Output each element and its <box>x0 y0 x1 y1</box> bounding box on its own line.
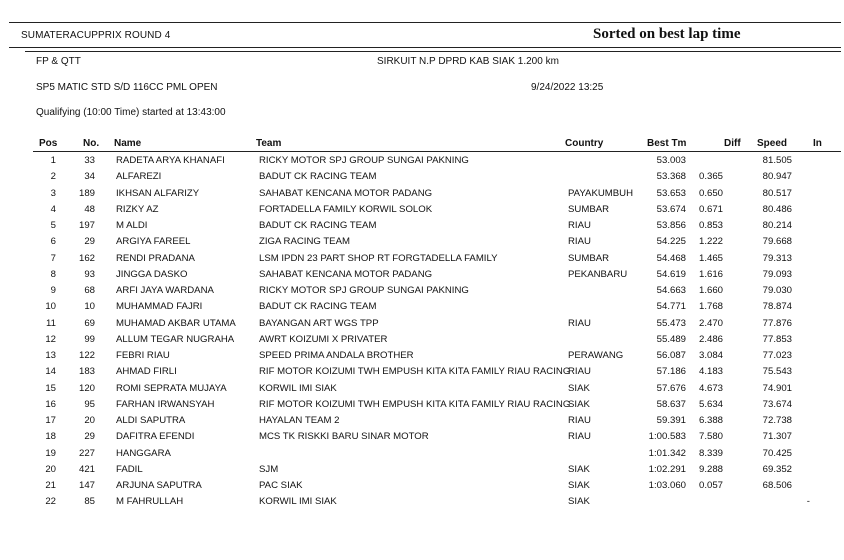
cell-speed: 79.668 <box>762 236 792 248</box>
cell-pos: 5 <box>50 220 56 231</box>
cell-diff: 1.222 <box>698 236 723 248</box>
cell-no: 34 <box>84 171 95 183</box>
cell-name: ARGIYA FAREEL <box>116 236 191 248</box>
cell-country: RIAU <box>568 236 591 248</box>
cell-diff: 7.580 <box>698 431 723 443</box>
cell-diff: 1.465 <box>698 252 723 264</box>
table-row <box>0 364 844 380</box>
cell-best: 1:02.291 <box>648 463 686 475</box>
cell-team: RIF MOTOR KOIZUMI TWH EMPUSH KITA KITA FAMILY RIAU RACING <box>259 366 571 378</box>
event-title: SUMATERACUPPRIX ROUND 4 <box>21 30 171 41</box>
cell-speed: 77.023 <box>762 350 792 361</box>
cell-name: ROMI SEPRATA MUJAYA <box>116 382 227 394</box>
table-row <box>0 348 844 364</box>
cell-best: 53.856 <box>656 220 686 231</box>
cell-speed: 80.486 <box>762 203 792 215</box>
cell-name: AHMAD FIRLI <box>116 366 177 378</box>
cell-best: 57.186 <box>656 366 686 378</box>
cell-team: ZIGA RACING TEAM <box>259 236 350 248</box>
cell-no: 68 <box>84 285 95 296</box>
class-name: SP5 MATIC STD S/D 116CC PML OPEN <box>36 82 218 93</box>
cell-name: FEBRI RIAU <box>116 350 170 361</box>
cell-country: SIAK <box>568 382 590 394</box>
title-bar <box>9 22 841 48</box>
cell-name: FADIL <box>116 463 143 475</box>
cell-country: RIAU <box>568 415 591 426</box>
cell-best: 58.637 <box>656 398 686 410</box>
cell-diff: 6.388 <box>698 415 723 426</box>
cell-country: RIAU <box>568 366 591 378</box>
cell-best: 56.087 <box>656 350 686 361</box>
cell-pos: 12 <box>45 333 56 345</box>
cell-diff: 0.365 <box>698 171 723 183</box>
cell-no: 48 <box>84 203 95 215</box>
cell-team: BAYANGAN ART WGS TPP <box>259 317 379 329</box>
cell-name: ARJUNA SAPUTRA <box>116 480 202 491</box>
cell-country: PAYAKUMBUH <box>568 187 634 199</box>
cell-name: ARFI JAYA WARDANA <box>116 285 214 296</box>
circuit-info: SIRKUIT N.P DPRD KAB SIAK 1.200 km <box>377 56 559 67</box>
cell-team: AWRT KOIZUMI X PRIVATER <box>259 333 388 345</box>
session-divider <box>25 51 841 53</box>
cell-no: 147 <box>78 480 95 491</box>
session-datetime: 9/24/2022 13:25 <box>531 82 604 93</box>
cell-team: PAC SIAK <box>259 480 303 491</box>
cell-team: SPEED PRIMA ANDALA BROTHER <box>259 350 414 361</box>
cell-team: RICKY MOTOR SPJ GROUP SUNGAI PAKNING <box>259 285 469 296</box>
cell-best: 54.468 <box>656 252 686 264</box>
cell-no: 162 <box>78 252 95 264</box>
cell-team: KORWIL IMI SIAK <box>259 382 337 394</box>
cell-speed: 75.543 <box>762 366 792 378</box>
cell-no: 29 <box>84 431 95 443</box>
cell-diff: 2.470 <box>698 317 723 329</box>
cell-best: 54.225 <box>656 236 686 248</box>
table-row <box>0 316 844 332</box>
cell-best: 53.653 <box>656 187 686 199</box>
cell-diff: 0.650 <box>698 187 723 199</box>
session-start: Qualifying (10:00 Time) started at 13:43:00 <box>36 107 226 118</box>
cell-pos: 18 <box>45 431 56 443</box>
cell-speed: 77.853 <box>762 333 792 345</box>
cell-team: KORWIL IMI SIAK <box>259 496 337 508</box>
table-row <box>0 186 844 202</box>
table-row <box>0 397 844 413</box>
cell-no: 183 <box>78 366 95 378</box>
table-row <box>0 299 844 315</box>
table-row <box>0 381 844 397</box>
cell-pos: 3 <box>50 187 56 199</box>
cell-best: 55.489 <box>656 333 686 345</box>
cell-no: 69 <box>84 317 95 329</box>
header-divider <box>33 151 841 152</box>
cell-country: PERAWANG <box>568 350 624 361</box>
cell-country: SIAK <box>568 496 590 508</box>
cell-name: HANGGARA <box>116 447 171 459</box>
cell-diff: 4.183 <box>698 366 723 378</box>
cell-best: 59.391 <box>656 415 686 426</box>
cell-no: 227 <box>78 447 95 459</box>
cell-best: 1:03.060 <box>648 480 686 491</box>
cell-pos: 2 <box>50 171 56 183</box>
cell-pos: 6 <box>50 236 56 248</box>
col-speed-header: Speed <box>757 138 788 149</box>
cell-pos: 1 <box>50 155 56 166</box>
table-row <box>0 478 844 494</box>
table-row <box>0 446 844 462</box>
table-row <box>0 153 844 169</box>
cell-no: 20 <box>84 415 95 426</box>
cell-name: MUHAMMAD FAJRI <box>116 301 203 313</box>
cell-best: 1:00.583 <box>648 431 686 443</box>
col-no-header: No. <box>83 138 100 149</box>
cell-diff: 8.339 <box>698 447 723 459</box>
cell-country: SUMBAR <box>568 203 610 215</box>
cell-team: BADUT CK RACING TEAM <box>259 301 377 313</box>
table-row <box>0 494 844 510</box>
cell-speed: 80.947 <box>762 171 792 183</box>
cell-diff: 0.853 <box>698 220 723 231</box>
session-name: FP & QTT <box>36 56 81 67</box>
cell-team: RICKY MOTOR SPJ GROUP SUNGAI PAKNING <box>259 155 469 166</box>
cell-speed: 79.030 <box>762 285 792 296</box>
cell-team: BADUT CK RACING TEAM <box>259 220 377 231</box>
cell-no: 10 <box>84 301 95 313</box>
cell-speed: 80.214 <box>762 220 792 231</box>
cell-team: SJM <box>259 463 279 475</box>
col-country-header: Country <box>565 138 604 149</box>
cell-no: 99 <box>84 333 95 345</box>
cell-diff: 0.671 <box>698 203 723 215</box>
cell-no: 29 <box>84 236 95 248</box>
cell-team: MCS TK RISKKI BARU SINAR MOTOR <box>259 431 429 443</box>
cell-pos: 11 <box>46 317 56 329</box>
table-row <box>0 462 844 478</box>
cell-in: - <box>806 496 810 508</box>
cell-speed: 77.876 <box>762 317 792 329</box>
cell-diff: 1.616 <box>698 268 723 280</box>
cell-diff: 2.486 <box>698 333 723 345</box>
cell-name: ALFAREZI <box>116 171 162 183</box>
cell-best: 54.619 <box>656 268 686 280</box>
cell-pos: 20 <box>45 463 56 475</box>
cell-team: HAYALAN TEAM 2 <box>259 415 340 426</box>
cell-speed: 79.093 <box>762 268 792 280</box>
table-row <box>0 202 844 218</box>
cell-speed: 79.313 <box>762 252 792 264</box>
cell-speed: 72.738 <box>762 415 792 426</box>
cell-no: 120 <box>78 382 95 394</box>
cell-no: 85 <box>84 496 95 508</box>
cell-no: 197 <box>78 220 95 231</box>
cell-pos: 15 <box>45 382 56 394</box>
cell-country: RIAU <box>568 317 591 329</box>
cell-pos: 7 <box>50 252 56 264</box>
table-row <box>0 251 844 267</box>
cell-pos: 22 <box>45 496 56 508</box>
col-team-header: Team <box>256 138 282 149</box>
cell-no: 93 <box>84 268 95 280</box>
cell-diff: 0.057 <box>698 480 723 491</box>
col-pos-header: Pos <box>39 138 58 149</box>
cell-best: 53.003 <box>656 155 686 166</box>
cell-team: RIF MOTOR KOIZUMI TWH EMPUSH KITA KITA FAMILY RIAU RACING <box>259 398 571 410</box>
cell-best: 54.771 <box>656 301 686 313</box>
cell-pos: 21 <box>45 480 56 491</box>
table-row <box>0 332 844 348</box>
cell-name: MUHAMAD AKBAR UTAMA <box>116 317 236 329</box>
cell-speed: 69.352 <box>762 463 792 475</box>
col-in-header: In <box>813 138 822 149</box>
cell-best: 57.676 <box>656 382 686 394</box>
cell-pos: 16 <box>45 398 56 410</box>
cell-team: LSM IPDN 23 PART SHOP RT FORGTADELLA FAMILY <box>259 252 498 264</box>
cell-name: IKHSAN ALFARIZY <box>116 187 200 199</box>
cell-diff: 1.768 <box>698 301 723 313</box>
cell-diff: 3.084 <box>698 350 723 361</box>
cell-best: 54.663 <box>656 285 686 296</box>
cell-name: JINGGA DASKO <box>116 268 188 280</box>
cell-pos: 8 <box>50 268 56 280</box>
table-row <box>0 429 844 445</box>
cell-no: 189 <box>78 187 95 199</box>
cell-team: FORTADELLA FAMILY KORWIL SOLOK <box>259 203 433 215</box>
cell-team: BADUT CK RACING TEAM <box>259 171 377 183</box>
sort-label: Sorted on best lap time <box>593 26 741 42</box>
cell-name: ALLUM TEGAR NUGRAHA <box>116 333 235 345</box>
col-name-header: Name <box>114 138 142 149</box>
cell-country: SIAK <box>568 480 590 491</box>
cell-name: RENDI PRADANA <box>116 252 195 264</box>
cell-pos: 9 <box>50 285 56 296</box>
cell-best: 55.473 <box>656 317 686 329</box>
cell-country: SIAK <box>568 398 590 410</box>
cell-best: 1:01.342 <box>648 447 686 459</box>
cell-country: PEKANBARU <box>568 268 628 280</box>
cell-diff: 9.288 <box>698 463 723 475</box>
cell-pos: 10 <box>45 301 56 313</box>
cell-pos: 17 <box>45 415 56 426</box>
cell-no: 122 <box>78 350 95 361</box>
cell-speed: 80.517 <box>762 187 792 199</box>
cell-no: 421 <box>78 463 95 475</box>
cell-diff: 4.673 <box>698 382 723 394</box>
cell-name: M ALDI <box>116 220 148 231</box>
cell-speed: 71.307 <box>762 431 792 443</box>
cell-diff: 1.660 <box>698 285 723 296</box>
cell-best: 53.674 <box>656 203 686 215</box>
cell-speed: 73.674 <box>762 398 792 410</box>
cell-country: SUMBAR <box>568 252 610 264</box>
cell-no: 95 <box>84 398 95 410</box>
cell-country: RIAU <box>568 220 591 231</box>
cell-diff: 5.634 <box>698 398 723 410</box>
cell-pos: 19 <box>45 447 56 459</box>
cell-best: 53.368 <box>656 171 686 183</box>
cell-name: DAFITRA EFENDI <box>116 431 195 443</box>
cell-name: ALDI SAPUTRA <box>116 415 186 426</box>
cell-team: SAHABAT KENCANA MOTOR PADANG <box>259 187 433 199</box>
cell-speed: 70.425 <box>762 447 792 459</box>
table-row <box>0 218 844 234</box>
table-row <box>0 283 844 299</box>
cell-speed: 74.901 <box>762 382 792 394</box>
cell-pos: 4 <box>50 203 56 215</box>
table-row <box>0 413 844 429</box>
table-row <box>0 169 844 185</box>
col-best-header: Best Tm <box>647 138 687 149</box>
cell-no: 33 <box>84 155 95 166</box>
cell-speed: 78.874 <box>762 301 792 313</box>
cell-team: SAHABAT KENCANA MOTOR PADANG <box>259 268 433 280</box>
cell-pos: 13 <box>45 350 56 361</box>
cell-name: RIZKY AZ <box>116 203 159 215</box>
table-row <box>0 234 844 250</box>
cell-name: RADETA ARYA KHANAFI <box>116 155 225 166</box>
cell-country: RIAU <box>568 431 591 443</box>
cell-pos: 14 <box>45 366 56 378</box>
cell-speed: 68.506 <box>762 480 792 491</box>
cell-country: SIAK <box>568 463 590 475</box>
cell-name: M FAHRULLAH <box>116 496 184 508</box>
col-diff-header: Diff <box>724 138 741 149</box>
cell-speed: 81.505 <box>762 155 792 166</box>
cell-name: FARHAN IRWANSYAH <box>116 398 215 410</box>
table-row <box>0 267 844 283</box>
